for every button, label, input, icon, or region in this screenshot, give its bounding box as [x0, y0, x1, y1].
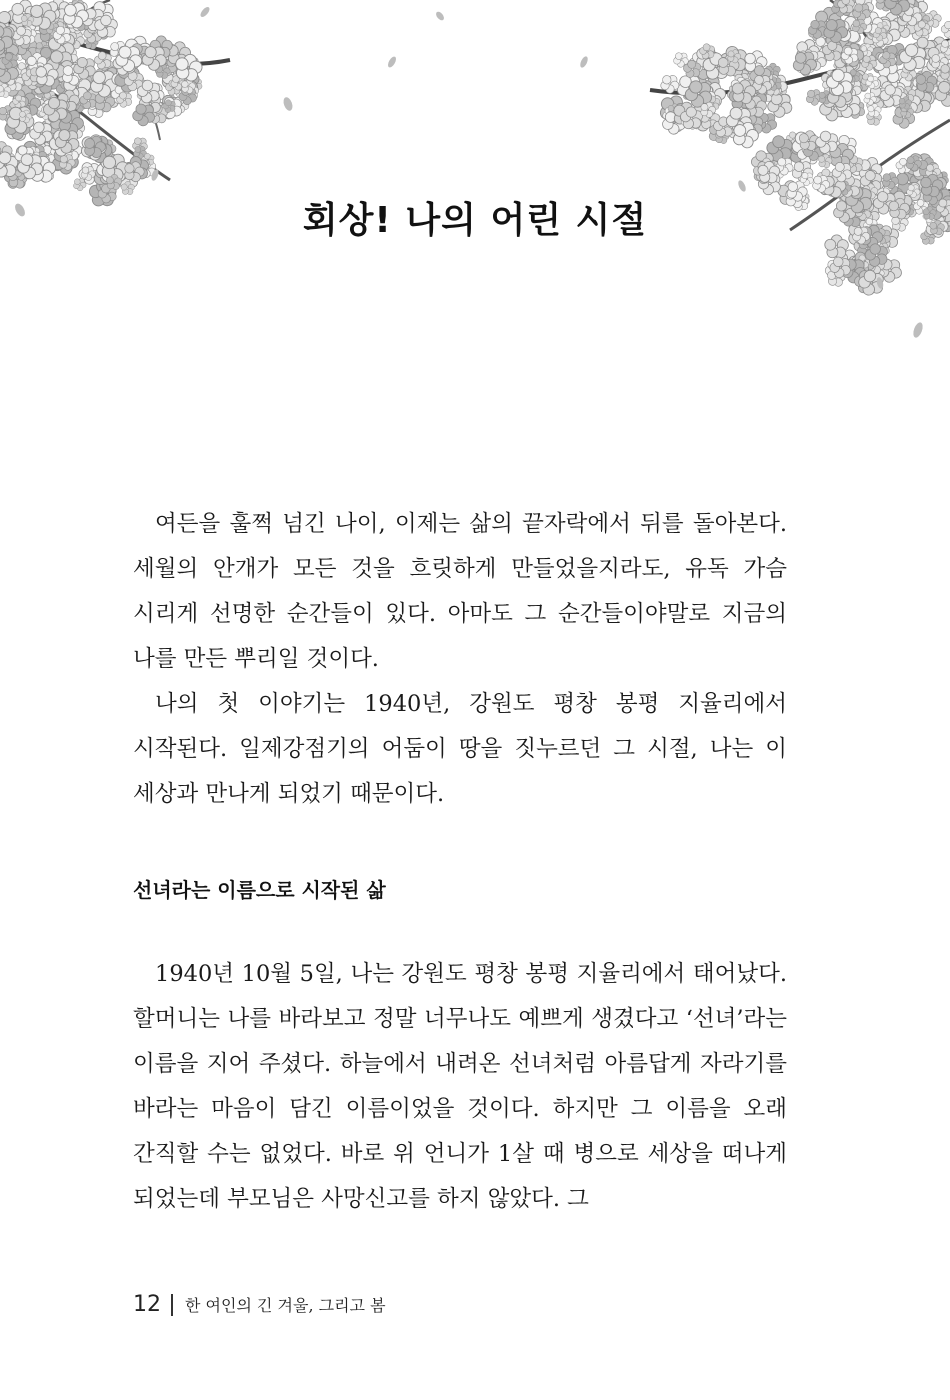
- footer-divider: [171, 1294, 173, 1316]
- paragraph: 1940년 10월 5일, 나는 강원도 평창 봉평 지율리에서 태어났다. 할머니는 나를 바라보고 정말 너무나도 예쁘게 생겼다고 ‘선녀’라는 이름을 지어 주셨다. 하늘에서 내려온 선녀처럼 아름답게 자라기를 바라는 마음이 담긴 이름이었을 것이다. 하지만 그 이름을 오래 간직할 수는 없었다. 바로 위 언니가 1살 때 병으로 세상을 떠나게 되었는데 부모님은 사망신고를 하지 않았다. 그: [133, 961, 787, 1212]
- paragraph: 나의 첫 이야기는 1940년, 강원도 평창 봉평 지율리에서 시작된다. 일제강점기의 어둠이 땅을 짓누르던 그 시절, 나는 이 세상과 만나게 되었기 때문이다.: [133, 691, 787, 807]
- intro-text: [133, 502, 787, 817]
- running-book-title: 한 여인의 긴 겨울, 그리고 봄: [185, 1296, 386, 1315]
- chapter-title: 회상! 나의 어린 시절: [302, 200, 648, 241]
- right-blossom-branch: [650, 0, 950, 299]
- cherry-blossom-decoration: [0, 0, 950, 340]
- section-text: [133, 952, 787, 1222]
- left-blossom-branch: [0, 0, 230, 210]
- page-footer: [133, 1292, 386, 1317]
- section-heading: 선녀라는 이름으로 시작된 삶: [133, 878, 386, 902]
- paragraph: 여든을 훌쩍 넘긴 나이, 이제는 삶의 끝자락에서 뒤를 돌아본다. 세월의 안개가 모든 것을 흐릿하게 만들었을지라도, 유독 가슴 시리게 선명한 순간들이 있다. 아마도 그 순간들이야말로 지금의 나를 만든 뿌리일 것이다.: [133, 511, 787, 672]
- page-number: 12: [133, 1292, 161, 1317]
